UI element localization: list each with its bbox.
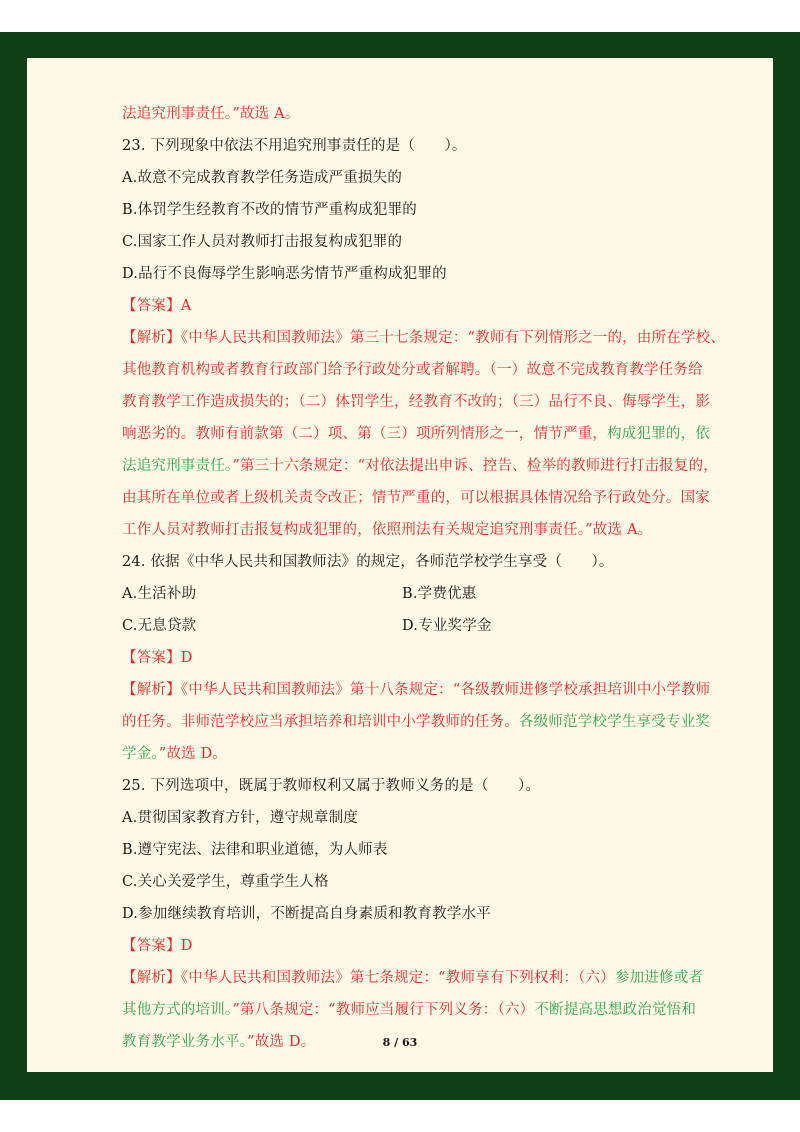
option-b: B.体罚学生经教育不改的情节严重构成犯罪的 (122, 202, 417, 218)
highlight-text: 构成犯罪的，依 (607, 426, 711, 442)
highlight-text: 不断提高思想政治觉悟和 (534, 1002, 697, 1018)
option-d: D.品行不良侮辱学生影响恶劣情节严重构成犯罪的 (122, 266, 447, 282)
explanation-text: ”第三十六条规定：“对依法提出申诉、控告、检举的教师进行打击报复的， (232, 458, 718, 474)
explanation-text: 响恶劣的。教师有前款第（二）项、第（三）项所列情形之一，情节严重， (122, 426, 608, 442)
highlight-text: 法追究刑事责任。 (122, 458, 233, 474)
text-line: 法追究刑事责任。”故选 A。 (122, 106, 300, 122)
explanation-line (122, 1000, 696, 1020)
option-c: C.关心关爱学生，尊重学生人格 (122, 874, 329, 890)
explanation-line: 教育教学工作造成损失的；（二）体罚学生，经教育不改的；（三）品行不良、侮辱学生，影 (122, 394, 711, 410)
highlight-text: 各级师范学校学生享受专业奖 (518, 714, 711, 730)
answer-label: 【答案】D (122, 650, 193, 666)
option-d: D.参加继续教育培训，不断提高自身素质和教育教学水平 (122, 906, 491, 922)
explanation-line: 【解析】《中华人民共和国教师法》第三十七条规定：“教师有下列情形之一的，由所在学校、 (122, 330, 726, 346)
explanation-text: ”第八条规定：“教师应当履行下列义务：（六） (232, 1002, 535, 1018)
explanation-text: 【解析】《中华人民共和国教师法》第七条规定：“教师享有下列权利：（六） (122, 970, 615, 986)
explanation-line: 其他教育机构或者教育行政部门给予行政处分或者解聘。（一）故意不完成教育教学任务给 (122, 362, 703, 378)
explanation-line: 工作人员对教师打击报复构成犯罪的，依照刑法有关规定追究刑事责任。”故选 A。 (122, 522, 653, 538)
option-c: C.无息贷款 (122, 618, 197, 634)
explanation-line (122, 968, 703, 988)
page-number: 8 / 63 (382, 1036, 418, 1049)
explanation-line (122, 424, 710, 444)
highlight-text: 参加进修或者 (614, 970, 704, 986)
highlight-text: 教育教学业务水平。 (122, 1034, 248, 1050)
question-23: 23. 下列现象中依法不用追究刑事责任的是（ ）。 (122, 138, 467, 154)
question-25: 25. 下列选项中，既属于教师权利又属于教师义务的是（ ）。 (122, 778, 541, 794)
option-a: A.贯彻国家教育方针，遵守规章制度 (122, 810, 358, 826)
explanation-line (122, 456, 718, 476)
highlight-text: 其他方式的培训。 (122, 1002, 233, 1018)
explanation-line (122, 744, 227, 764)
option-d: D.专业奖学金 (402, 618, 492, 634)
option-a: A.生活补助 (122, 586, 197, 602)
option-c: C.国家工作人员对教师打击报复构成犯罪的 (122, 234, 403, 250)
option-b: B.遵守宪法、法律和职业道德，为人师表 (122, 842, 388, 858)
explanation-text: ”故选 D。 (158, 746, 228, 762)
question-24: 24. 依据《中华人民共和国教师法》的规定，各师范学校学生享受（ ）。 (122, 554, 614, 570)
explanation-line: 由其所在单位或者上级机关责令改正；情节严重的，可以根据具体情况给予行政处分。国家 (122, 490, 710, 506)
highlight-text: 学金。 (122, 746, 159, 762)
option-b: B.学费优惠 (402, 586, 477, 602)
answer-label: 【答案】A (122, 298, 192, 314)
explanation-line: 【解析】《中华人民共和国教师法》第十八条规定：“各级教师进修学校承担培训中小学教师 (122, 682, 711, 698)
option-a: A.故意不完成教育教学任务造成严重损失的 (122, 170, 403, 186)
explanation-text: ”故选 D。 (247, 1034, 316, 1050)
answer-label: 【答案】D (122, 938, 193, 954)
explanation-text: 的任务。非师范学校应当承担培养和培训中小学教师的任务。 (122, 714, 519, 730)
explanation-line (122, 712, 710, 732)
